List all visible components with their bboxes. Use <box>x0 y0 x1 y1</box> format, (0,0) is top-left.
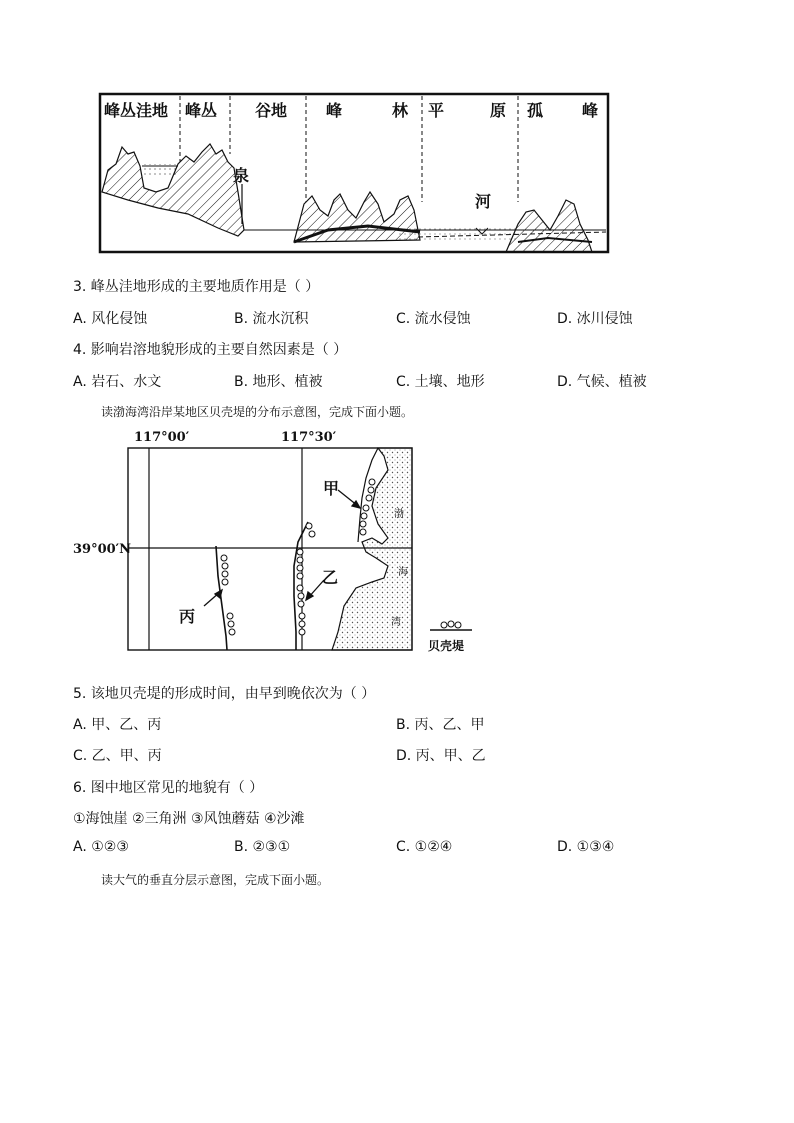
q5-option-d[interactable]: D. 丙、甲、乙 <box>396 748 486 764</box>
q5-option-a[interactable]: A. 甲、乙、丙 <box>73 717 162 733</box>
q4-option-d[interactable]: D. 气候、植被 <box>557 374 647 390</box>
label-river: 河 <box>475 192 492 211</box>
label-fengcong-wadi: 峰丛洼地 <box>104 101 169 120</box>
label-lon-117-30: 117°30′ <box>281 430 337 445</box>
label-lon-117-00: 117°00′ <box>134 430 190 445</box>
q6-option-c[interactable]: C. ①②④ <box>396 839 453 855</box>
intro-atmosphere: 读大气的垂直分层示意图，完成下面小题。 <box>101 873 330 887</box>
label-ping: 平 <box>428 101 445 120</box>
label-feng: 峰 <box>326 101 343 120</box>
q3-option-b[interactable]: B. 流水沉积 <box>234 311 309 327</box>
shell-ridge-legend-icon <box>428 618 474 634</box>
q6-option-b[interactable]: B. ②③① <box>234 839 291 855</box>
label-sea-hai: 海 <box>398 567 408 578</box>
q6-option-d[interactable]: D. ①③④ <box>557 839 615 855</box>
q4-option-c[interactable]: C. 土壤、地形 <box>396 374 485 390</box>
label-lin: 林 <box>392 101 409 120</box>
legend-label: 贝壳堤 <box>428 639 465 653</box>
intro-shell-ridge: 读渤海湾沿岸某地区贝壳堤的分布示意图，完成下面小题。 <box>101 405 414 419</box>
label-jia: 甲 <box>323 479 340 498</box>
label-gu: 孤 <box>527 101 544 120</box>
label-lat-39: 39°00′N <box>73 542 131 557</box>
label-bing: 丙 <box>179 607 196 626</box>
q5-stem: 5. 该地贝壳堤的形成时间，由早到晚依次为（ ） <box>73 686 376 702</box>
q3-option-a[interactable]: A. 风化侵蚀 <box>73 311 148 327</box>
q4-option-a[interactable]: A. 岩石、水文 <box>73 374 162 390</box>
q6-items: ①海蚀崖 ②三角洲 ③风蚀蘑菇 ④沙滩 <box>73 811 305 827</box>
label-spring: 泉 <box>233 166 250 185</box>
label-feng2: 峰 <box>582 101 599 120</box>
q4-option-b[interactable]: B. 地形、植被 <box>234 374 323 390</box>
q6-option-a[interactable]: A. ①②③ <box>73 839 129 855</box>
label-fengcong: 峰丛 <box>185 101 218 120</box>
q4-stem: 4. 影响岩溶地貌形成的主要自然因素是（ ） <box>73 342 348 358</box>
shell-ridge-map <box>126 446 418 652</box>
label-yuan: 原 <box>490 101 507 120</box>
q3-option-d[interactable]: D. 冰川侵蚀 <box>557 311 633 327</box>
label-gudi: 谷地 <box>255 101 288 120</box>
label-sea-wan: 湾 <box>391 617 401 628</box>
label-sea-bo: 渤 <box>394 509 404 520</box>
q3-option-c[interactable]: C. 流水侵蚀 <box>396 311 471 327</box>
label-yi: 乙 <box>322 568 339 587</box>
q5-option-b[interactable]: B. 丙、乙、甲 <box>396 717 485 733</box>
q6-stem: 6. 图中地区常见的地貌有（ ） <box>73 780 264 796</box>
q3-stem: 3. 峰丛洼地形成的主要地质作用是（ ） <box>73 279 320 295</box>
q5-option-c[interactable]: C. 乙、甲、丙 <box>73 748 162 764</box>
